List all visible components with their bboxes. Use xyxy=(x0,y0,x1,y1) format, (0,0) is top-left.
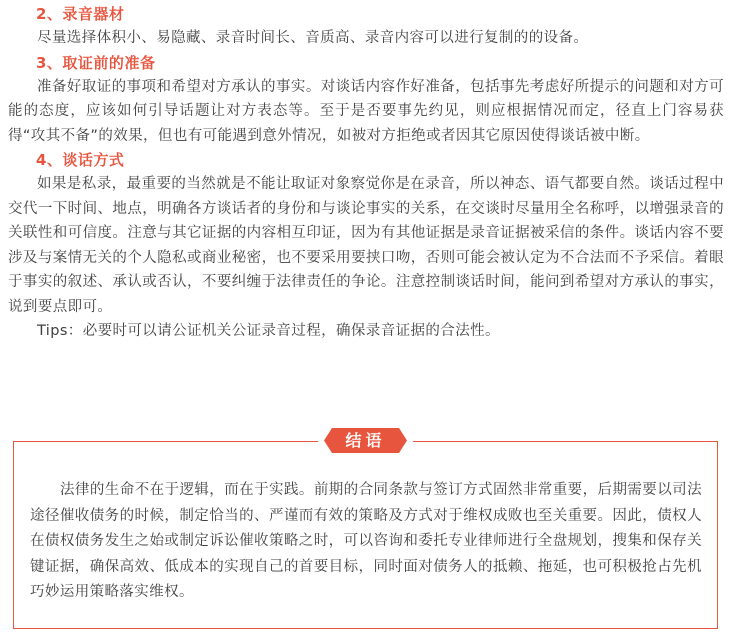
tips-note: Tips：必要时可以请公证机关公证录音过程，确保录音证据的合法性。 xyxy=(37,323,500,339)
section-heading-conversation-method: 4、谈话方式 xyxy=(36,151,125,169)
conclusion-title-badge xyxy=(318,427,413,455)
section-paragraph-recording-equipment: 尽量选择体积小、易隐藏、录音时间长、音质高、录音内容可以进行复制的的设备。 xyxy=(37,30,589,46)
section-paragraph-conversation-method: 如果是私录，最重要的当然就是不能让取证对象察觉你是在录音，所以神态、语气都要自然。谈话过程中交代一下时间、地点，明确各方谈话者的身份和与谈论事实的关系，在交谈时尽量用全名称呼，以增强录音的关联性和可信度。注意与其它证据的内容相互印证，因为有其他证据是录音证据被采信的条件。谈话内容不要涉及与案情无关的个人隐私或商业秘密，也不要采用要挟口吻，否则可能会被认定为不合法而不予采信。着眼于事实的叙述、承认或否认，不要纠缠于法律责任的争论。注意控制谈话时间，能问到希望对方承认的事实，说到要点即可。 xyxy=(8,176,724,315)
conclusion-badge-shape xyxy=(324,428,407,453)
conclusion-body: 法律的生命不在于逻辑，而在于实践。前期的合同条款与签订方式固然非常重要，后期需要以司法途径催收债务的时候，制定恰当的、严谨而有效的策略及方式对于维权成败也至关重要。因此，债权人在债权债务发生之始或制定诉讼催收策略之时，可以咨询和委托专业律师进行全盘规划，搜集和保存关键证据，确保高效、低成本的实现自己的首要目标，同时面对债务人的抵赖、拖延，也可积极抢占先机巧妙运用策略落实维权。 xyxy=(30,482,702,600)
article-body xyxy=(8,2,724,344)
section-heading-recording-equipment: 2、录音器材 xyxy=(36,5,125,23)
section-heading-preparation: 3、取证前的准备 xyxy=(36,53,156,72)
section-paragraph-preparation: 准备好取证的事项和希望对方承认的事实。对谈话内容作好准备，包括事先考虑好所提示的问题和对方可能的态度，应该如何引导话题让对方表态等。至于是否要事先约见，则应根据情况而定，径直上门容易获得“攻其不备”的效果，但也有可能遇到意外情况，如被对方拒绝或者因其它原因使得谈话被中断。 xyxy=(8,78,724,144)
conclusion-title: 结语 xyxy=(345,431,386,450)
